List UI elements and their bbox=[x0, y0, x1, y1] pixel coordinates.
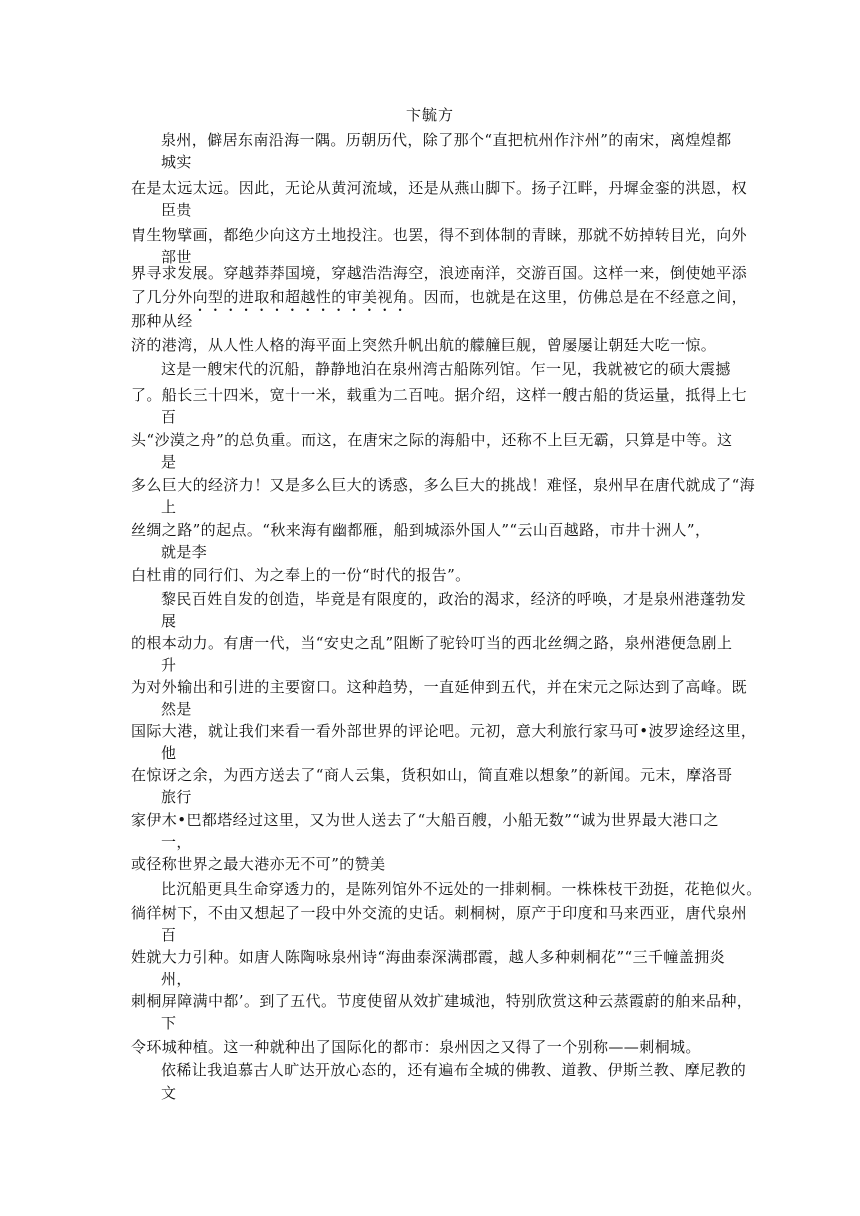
text-line: 的根本动力。有唐一代，当“安史之乱”阻断了驼铃叮当的西北丝绸之路，泉州港便急剧上 bbox=[131, 634, 733, 652]
text-line: 刺桐屏障满中都’。到了五代。节度使留从效扩建城池，特别欣赏这种云蒸霞蔚的舶来品种， bbox=[131, 992, 753, 1010]
text-line: 文 bbox=[161, 1084, 177, 1102]
text-line: 家伊木•巴都塔经过这里，又为世人送去了“大船百艘，小船无数”“诚为世界最大港口之 bbox=[131, 811, 719, 829]
text-line: 州， bbox=[161, 970, 192, 988]
text-line: 泉州，僻居东南沿海一隅。历朝历代，除了那个“直把杭州作汴州”的南宋，离煌煌都 bbox=[161, 131, 732, 149]
text-line: 下 bbox=[161, 1014, 177, 1032]
text-line: 了。船长三十四米，宽十一米，载重为二百吨。据介绍，这样一艘古船的货运量，抵得上七 bbox=[131, 386, 748, 404]
text-line: 国际大港，就让我们来看一看外部世界的评论吧。元初，意大利旅行家马可•波罗途经这里， bbox=[131, 722, 757, 740]
text-line: 胄生物擘画，都绝少向这方土地投注。也罢，得不到体制的青睐，那就不妨掉转目光，向外 bbox=[131, 226, 748, 244]
text-line: 臣贵 bbox=[161, 201, 192, 219]
text-line: 或径称世界之最大港亦无不可”的赞美 bbox=[131, 855, 386, 873]
text-line: 多么巨大的经济力！又是多么巨大的诱惑，多么巨大的挑战！难怪，泉州早在唐代就成了“海 bbox=[131, 476, 756, 494]
text-segment: 了几分外 bbox=[131, 288, 193, 306]
text-line: 一， bbox=[161, 833, 192, 851]
text-segment: 。因而，也就是在这里，仿佛总是在不经意之间， bbox=[408, 288, 748, 306]
author-name: 卞毓方 bbox=[405, 106, 454, 124]
text-line bbox=[131, 286, 747, 315]
text-line: 徜徉树下，不由又想起了一段中外交流的史话。刺桐树，原产于印度和马来西亚，唐代泉州 bbox=[131, 904, 748, 922]
text-line: 那种从经 bbox=[131, 312, 193, 330]
text-line: 部世 bbox=[161, 248, 192, 266]
text-line: 旅行 bbox=[161, 788, 192, 806]
text-line: 姓就大力引种。如唐人陈陶咏泉州诗“海曲泰深满郡霞，越人多种刺桐花”“三千幢盖拥炎 bbox=[131, 948, 726, 966]
text-line: 令环城种植。这一种就种出了国际化的都市：泉州因之又得了一个别称——刺桐城。 bbox=[131, 1038, 701, 1056]
text-line: 为对外输出和引进的主要窗口。这种趋势，一直延伸到五代，并在宋元之际达到了高峰。既 bbox=[131, 678, 748, 696]
text-line: 界寻求发展。穿越莽莽国境，穿越浩浩海空，浪迹南洋，交游百国。这样一来，倒使她平添 bbox=[131, 264, 748, 282]
text-line: 头“沙漠之舟”的总负重。而这，在唐宋之际的海船中，还称不上巨无霸，只算是中等。这 bbox=[131, 431, 733, 449]
text-line: 展 bbox=[161, 612, 177, 630]
text-line: 在惊讶之余，为西方送去了“商人云集，货积如山，简直难以想象”的新闻。元末，摩洛哥 bbox=[131, 766, 733, 784]
text-line: 这是一艘宋代的沉船，静静地泊在泉州湾古船陈列馆。乍一见，我就被它的硕大震撼 bbox=[161, 360, 731, 378]
text-line: 就是李 bbox=[161, 543, 208, 561]
text-line: 黎民百姓自发的创造，毕竟是有限度的，政治的渴求，经济的呼唤，才是泉州港蓬勃发 bbox=[161, 590, 747, 608]
text-line: 城实 bbox=[161, 153, 192, 171]
text-line: 白杜甫的同行们、为之奉上的一份“时代的报告”。 bbox=[131, 566, 471, 584]
text-line: 升 bbox=[161, 656, 177, 674]
text-line: 在是太远太远。因此，无论从黄河流域，还是从燕山脚下。扬子江畔，丹墀金銮的洪恩，权 bbox=[131, 179, 748, 197]
text-line: 是 bbox=[161, 453, 177, 471]
text-line: 他 bbox=[161, 744, 177, 762]
emphasized-phrase: 向型的进取和超越性的审美视角 bbox=[192, 288, 409, 306]
text-line: 然是 bbox=[161, 700, 192, 718]
text-line: 百 bbox=[161, 408, 177, 426]
text-line: 百 bbox=[161, 926, 177, 944]
text-line: 比沉船更具生命穿透力的，是陈列馆外不远处的一排刺桐。一株株枝干劲挺，花艳似火。 bbox=[161, 880, 762, 898]
text-line: 济的港湾，从人性人格的海平面上突然升帆出航的艨艟巨舰，曾屡屡让朝廷大吃一惊。 bbox=[131, 336, 717, 354]
text-line: 丝绸之路”的起点。“秋来海有幽都雁，船到城添外国人”“云山百越路，市井十洲人”， bbox=[131, 521, 711, 539]
text-line: 上 bbox=[161, 498, 177, 516]
text-line: 依稀让我追慕古人旷达开放心态的，还有遍布全城的佛教、道教、伊斯兰教、摩尼教的 bbox=[161, 1061, 747, 1079]
